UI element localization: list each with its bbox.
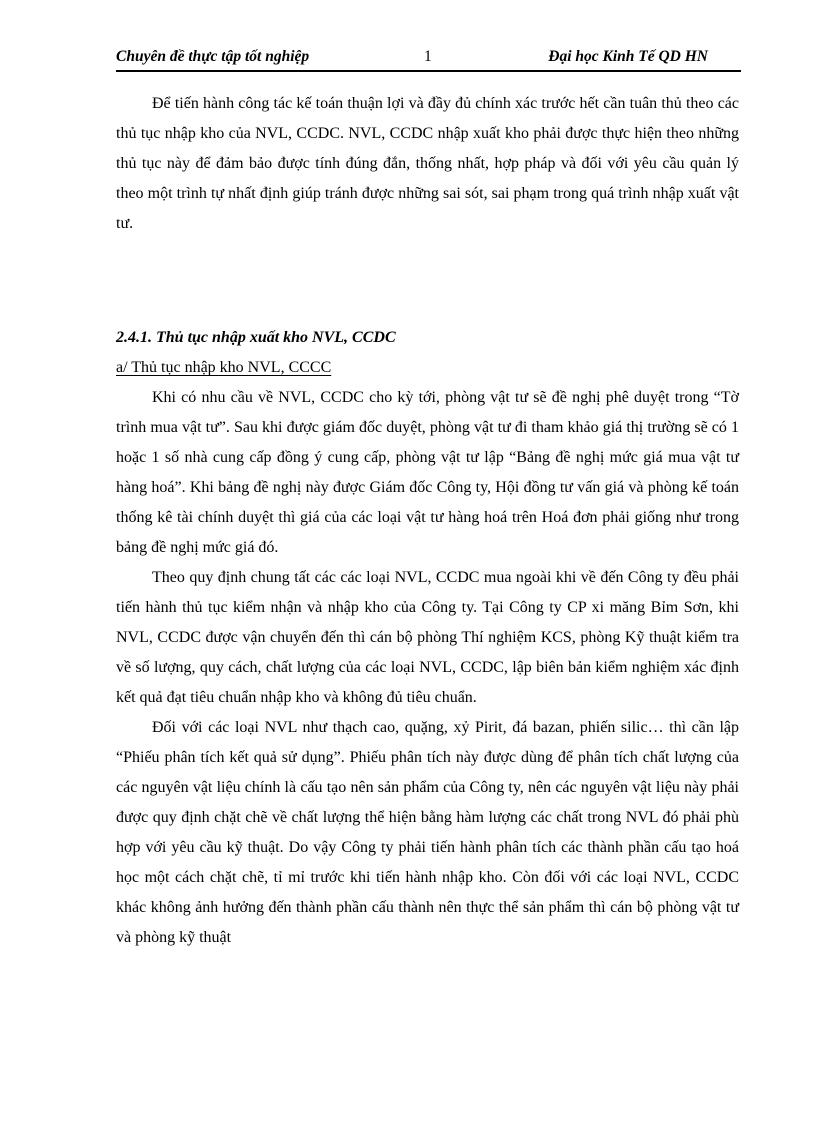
paragraph-body-3: Đối với các loại NVL như thạch cao, quặng, xỷ Pirit, đá bazan, phiến silic… thì cần lập “Phiếu phân tích kết quả sử dụng”. Phiếu phân tích này được dùng để phân tích chất lượng của các nguyên vật liệu chính là cấu tạo nên sản phẩm của Công ty, nên các nguyên vật liệu này phải được quy định chặt chẽ về chất lượng thể hiện bằng hàm lượng các chất trong NVL đó phải phù hợp với yêu cầu kỹ thuật. Do vậy Công ty phải tiến hành phân tích các thành phần cấu tạo hoá học một cách chặt chẽ, tỉ mỉ trước khi tiến hành nhập kho. Còn đối với các loại NVL, CCDC khác không ảnh hưởng đến thành phần cấu thành nên thực thể sản phẩm thì cán bộ phòng vật tư và phòng kỹ thuật [116, 719, 739, 946]
section-heading: 2.4.1. Thủ tục nhập xuất kho NVL, CCDC [116, 329, 396, 346]
header-page-number: 1 [424, 48, 432, 65]
page-header [116, 48, 740, 70]
document-body [116, 89, 739, 953]
header-institution: Đại học Kinh Tế QD HN [548, 48, 708, 65]
subsection-heading [116, 353, 739, 383]
header-document-title: Chuyên đề thực tập tốt nghiệp [116, 48, 310, 65]
paragraph-body-1: Khi có nhu cầu về NVL, CCDC cho kỳ tới, phòng vật tư sẽ đề nghị phê duyệt trong “Tờ trình mua vật tư”. Sau khi được giám đốc duyệt, phòng vật tư đi tham khảo giá thị trường sẽ có 1 hoặc 1 số nhà cung cấp đồng ý cung cấp, phòng vật tư lập “Bảng đề nghị mức giá mua vật tư hàng hoá”. Khi bảng đề nghị này được Giám đốc Công ty, Hội đồng tư vấn giá và phòng kế toán thống kê tài chính duyệt thì giá của các loại vật tư hàng hoá trên Hoá đơn phải giống như trong bảng đề nghị mức giá đó. [116, 389, 739, 556]
paragraph-body-2: Theo quy định chung tất các các loại NVL, CCDC mua ngoài khi về đến Công ty đều phải tiến hành thủ tục kiểm nhận và nhập kho của Công ty. Tại Công ty CP xi măng Bỉm Sơn, khi NVL, CCDC được vận chuyển đến thì cán bộ phòng Thí nghiệm KCS, phòng Kỹ thuật kiểm tra về số lượng, quy cách, chất lượng của các loại NVL, CCDC, lập biên bản kiểm nghiệm xác định kết quả đạt tiêu chuẩn nhập kho và không đủ tiêu chuẩn. [116, 569, 739, 706]
subsection-heading-text: a/ Thủ tục nhập kho NVL, CCCC [116, 359, 332, 376]
spacer [116, 239, 739, 323]
paragraph-intro: Để tiến hành công tác kế toán thuận lợi và đầy đủ chính xác trước hết cần tuân thủ theo các thủ tục nhập kho của NVL, CCDC. NVL, CCDC nhập xuất kho phải được thực hiện theo những thủ tục này để đảm bảo được tính đúng đắn, thống nhất, hợp pháp và đối với yêu cầu quản lý theo một trình tự nhất định giúp tránh được những sai sót, sai phạm trong quá trình nhập xuất vật tư. [116, 95, 739, 232]
header-divider [116, 70, 741, 72]
